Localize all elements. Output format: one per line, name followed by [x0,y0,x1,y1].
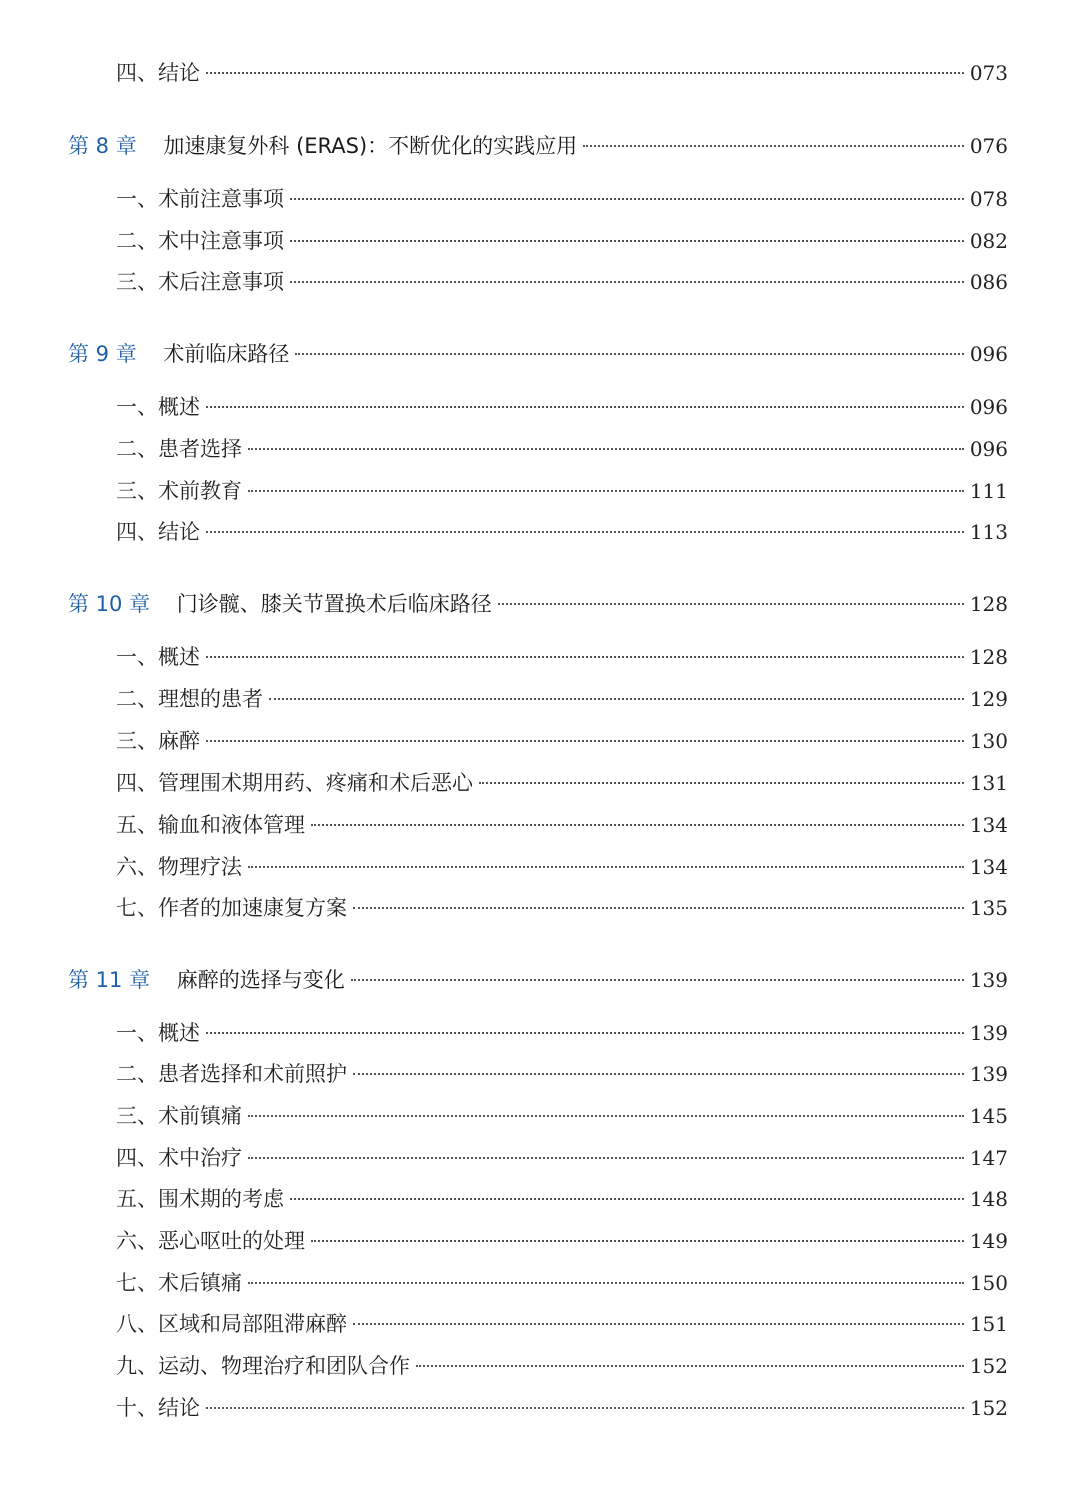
dot-leader [206,531,964,533]
chapter-title: 术前临床路径 [163,342,290,366]
dot-leader [248,1115,964,1117]
page-number: 149 [969,1229,1008,1253]
section-title: 一、概述 [116,645,200,669]
page-number: 151 [969,1312,1008,1336]
chapter-number: 第 11 章 [68,968,177,992]
section-title: 一、术前注意事项 [116,187,284,211]
toc-section-entry[interactable] [116,266,1008,296]
page-number: 131 [969,771,1008,795]
section-title: 三、术前教育 [116,479,242,503]
section-title: 二、理想的患者 [116,687,263,711]
dot-leader [311,824,964,826]
page-number: 135 [969,896,1008,920]
section-title: 二、术中注意事项 [116,229,284,253]
dot-leader [206,72,964,74]
section-title: 一、概述 [116,1021,200,1045]
section-title: 九、运动、物理治疗和团队合作 [116,1354,410,1378]
dot-leader [248,490,964,492]
section-title: 三、术后注意事项 [116,270,284,294]
section-title: 四、术中治疗 [116,1146,242,1170]
dot-leader [206,656,964,658]
toc-section-entry[interactable] [116,641,1008,671]
toc-section-entry[interactable] [116,1058,1008,1088]
page-number: 076 [969,134,1008,158]
section-title: 二、患者选择 [116,437,242,461]
page-number: 078 [969,187,1008,211]
section-title: 五、输血和液体管理 [116,813,305,837]
toc-section-entry[interactable] [116,516,1008,546]
dot-leader [353,1073,964,1075]
section-title: 五、围术期的考虑 [116,1187,284,1211]
page-number: 073 [969,61,1008,85]
page-number: 128 [969,645,1008,669]
toc-section-entry[interactable] [116,1183,1008,1213]
section-title: 一、概述 [116,395,200,419]
dot-leader [206,1032,964,1034]
dot-leader [248,866,964,868]
section-title: 三、术前镇痛 [116,1104,242,1128]
chapter-title: 加速康复外科 (ERAS)：不断优化的实践应用 [163,134,578,158]
dot-leader [290,240,964,242]
page-number: 130 [969,729,1008,753]
chapter-title: 麻醉的选择与变化 [176,968,345,992]
chapter-number: 第 10 章 [68,592,177,616]
toc-section-entry[interactable] [116,809,1008,839]
toc-section-entry[interactable] [116,475,1008,505]
toc-section-entry[interactable] [116,1017,1008,1047]
dot-leader [206,1407,964,1409]
dot-leader [290,281,964,283]
dot-leader [206,406,964,408]
dot-leader [351,979,964,981]
toc-chapter-entry[interactable] [68,588,1008,618]
toc-section-entry[interactable] [116,225,1008,255]
dot-leader [248,448,964,450]
dot-leader [295,353,963,355]
dot-leader [353,907,964,909]
dot-leader [583,145,964,147]
page-number: 096 [969,342,1008,366]
dot-leader [248,1282,964,1284]
dot-leader [290,198,964,200]
toc-section-entry[interactable] [116,1267,1008,1297]
toc-section-entry[interactable] [116,683,1008,713]
dot-leader [498,603,964,605]
toc-section-entry[interactable] [116,767,1008,797]
page-number: 134 [969,813,1008,837]
page-number: 129 [969,687,1008,711]
page-number: 096 [969,437,1008,461]
toc-section-entry[interactable] [116,851,1008,881]
section-title: 七、术后镇痛 [116,1271,242,1295]
page-number: 111 [969,479,1008,503]
toc-section-entry[interactable] [116,892,1008,922]
toc-section-entry[interactable] [116,183,1008,213]
page-number: 145 [969,1104,1008,1128]
page-number: 139 [969,1062,1008,1086]
page-number: 152 [969,1354,1008,1378]
page-number: 113 [969,520,1008,544]
section-title: 六、物理疗法 [116,855,242,879]
chapter-title: 门诊髋、膝关节置换术后临床路径 [176,592,492,616]
section-title: 十、结论 [116,1396,200,1420]
section-title: 四、结论 [116,520,200,544]
dot-leader [353,1323,964,1325]
toc-section-entry[interactable] [116,1225,1008,1255]
dot-leader [290,1198,964,1200]
toc-section-entry[interactable] [116,1350,1008,1380]
toc-chapter-entry[interactable] [68,964,1008,994]
toc-section-entry[interactable] [116,433,1008,463]
section-title: 八、区域和局部阻滞麻醉 [116,1312,347,1336]
dot-leader [479,782,964,784]
page-number: 134 [969,855,1008,879]
toc-chapter-entry[interactable] [68,130,1008,160]
section-title: 四、结论 [116,61,200,85]
page-number: 096 [969,395,1008,419]
section-title: 三、麻醉 [116,729,200,753]
page-number: 086 [969,270,1008,294]
section-title: 六、恶心呕吐的处理 [116,1229,305,1253]
dot-leader [248,1157,964,1159]
dot-leader [269,698,964,700]
page-number: 147 [969,1146,1008,1170]
page-number: 128 [969,592,1008,616]
page-number: 152 [969,1396,1008,1420]
toc-section-entry[interactable] [116,1392,1008,1422]
toc-section-entry[interactable] [116,391,1008,421]
page-number: 082 [969,229,1008,253]
toc-section-entry[interactable] [116,1308,1008,1338]
page-number: 139 [969,1021,1008,1045]
section-title: 四、管理围术期用药、疼痛和术后恶心 [116,771,473,795]
toc-section-entry[interactable] [116,1142,1008,1172]
page-number: 148 [969,1187,1008,1211]
page-number: 150 [969,1271,1008,1295]
section-title: 七、作者的加速康复方案 [116,896,347,920]
toc-section-entry[interactable] [116,57,1008,87]
section-title: 二、患者选择和术前照护 [116,1062,347,1086]
dot-leader [311,1240,964,1242]
toc-section-entry[interactable] [116,725,1008,755]
toc-chapter-entry[interactable] [68,338,1008,368]
dot-leader [416,1365,964,1367]
dot-leader [206,740,964,742]
page-number: 139 [969,968,1008,992]
chapter-number: 第 8 章 [68,134,164,158]
toc-section-entry[interactable] [116,1100,1008,1130]
chapter-number: 第 9 章 [68,342,164,366]
